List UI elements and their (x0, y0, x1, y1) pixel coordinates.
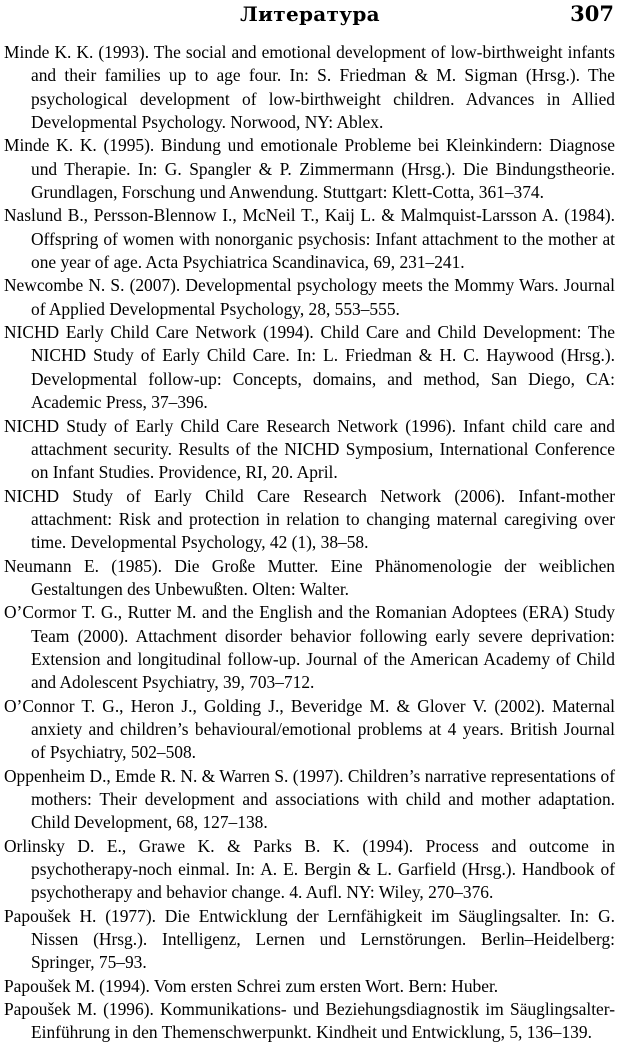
reference-entry: Minde K. K. (1993). The social and emotional development of low-birthweight infants and their families up to age four. In: S. Friedman & M. Sigman (Hrsg.). The psychological development of low-birthweight children. Advances in Allied Developmental Psychology. Norwood, NY: Ablex. (4, 42, 615, 133)
reference-entry: O’Cormor T. G., Rutter M. and the English and the Romanian Adoptees (ERA) Study Team (2000). Attachment disorder behavior following early severe deprivation: Extension and longitudinal follow-up. Journal of the American Academy of Child and Adolescent Psychiatry, 39, 703–712. (4, 602, 615, 693)
reference-entry: Papoušek M. (1996). Kommunikations- und Beziehungsdiagnostik im Säuglingsalter-Einführung in den Themenschwerpunkt. Kindheit und Entwicklung, 5, 136–139. (4, 999, 615, 1043)
reference-entry: Minde K. K. (1995). Bindung und emotionale Probleme bei Kleinkindern: Diagnose und Therapie. In: G. Spangler & P. Zimmermann (Hrsg.). Die Bindungstheorie. Grundlagen, Forschung und Anwendung. Stuttgart: Klett-Cotta, 361–374. (4, 135, 615, 203)
reference-list (4, 41, 615, 1045)
reference-entry: Neumann E. (1985). Die Große Mutter. Eine Phänomenologie der weiblichen Gestaltungen des Unbewußten. Olten: Walter. (4, 555, 615, 599)
reference-entry: Papoušek H. (1977). Die Entwicklung der Lernfähigkeit im Säuglingsalter. In: G. Nissen (Hrsg.). Intelligenz, Lernen und Lernstörungen. Berlin–Heidelberg: Springer, 75–93. (4, 905, 615, 973)
reference-entry: NICHD Early Child Care Network (1994). Child Care and Child Development: The NICHD Study of Early Child Care. In: L. Friedman & H. C. Haywood (Hrsg.). Developmental follow-up: Concepts, domains, and method, San Diego, CA: Academic Press, 37–396. (4, 322, 615, 413)
reference-entry: Newcombe N. S. (2007). Developmental psychology meets the Mommy Wars. Journal of Applied Developmental Psychology, 28, 553–555. (4, 275, 615, 319)
running-head (0, 0, 620, 30)
reference-entry: Orlinsky D. E., Grawe K. & Parks B. K. (1994). Process and outcome in psychotherapy-noch einmal. In: A. E. Bergin & L. Garfield (Hrsg.). Handbook of psychotherapy and behavior change. 4. Aufl. NY: Wiley, 270–376. (4, 835, 615, 903)
reference-entry: NICHD Study of Early Child Care Research Network (1996). Infant child care and attachment security. Results of the NICHD Symposium, International Conference on Infant Studies. Providence, RI, 20. April. (4, 415, 615, 483)
reference-entry: O’Connor T. G., Heron J., Golding J., Beveridge M. & Glover V. (2002). Maternal anxiety and children’s behavioural/emotional problems at 4 years. British Journal of Psychiatry, 502–508. (4, 695, 615, 763)
running-title: Литература (240, 2, 380, 26)
reference-entry: Naslund B., Persson-Blennow I., McNeil T., Kaij L. & Malmquist-Larsson A. (1984). Offspring of women with nonorganic psychosis: Infant attachment to the mother at one year of age. Acta Psychiatrica Scandinavica, 69, 231–241. (4, 205, 615, 273)
page-number: 307 (570, 1, 614, 26)
reference-entry: Oppenheim D., Emde R. N. & Warren S. (1997). Children’s narrative representations of mothers: Their development and associations with child and mother adaptation. Child Development, 68, 127–138. (4, 765, 615, 833)
reference-entry: NICHD Study of Early Child Care Research Network (2006). Infant-mother attachment: Risk and protection in relation to changing maternal caregiving over time. Developmental Psychology, 42 (1), 38–58. (4, 485, 615, 553)
reference-entry: Papoušek M. (1994). Vom ersten Schrei zum ersten Wort. Bern: Huber. (4, 975, 499, 996)
